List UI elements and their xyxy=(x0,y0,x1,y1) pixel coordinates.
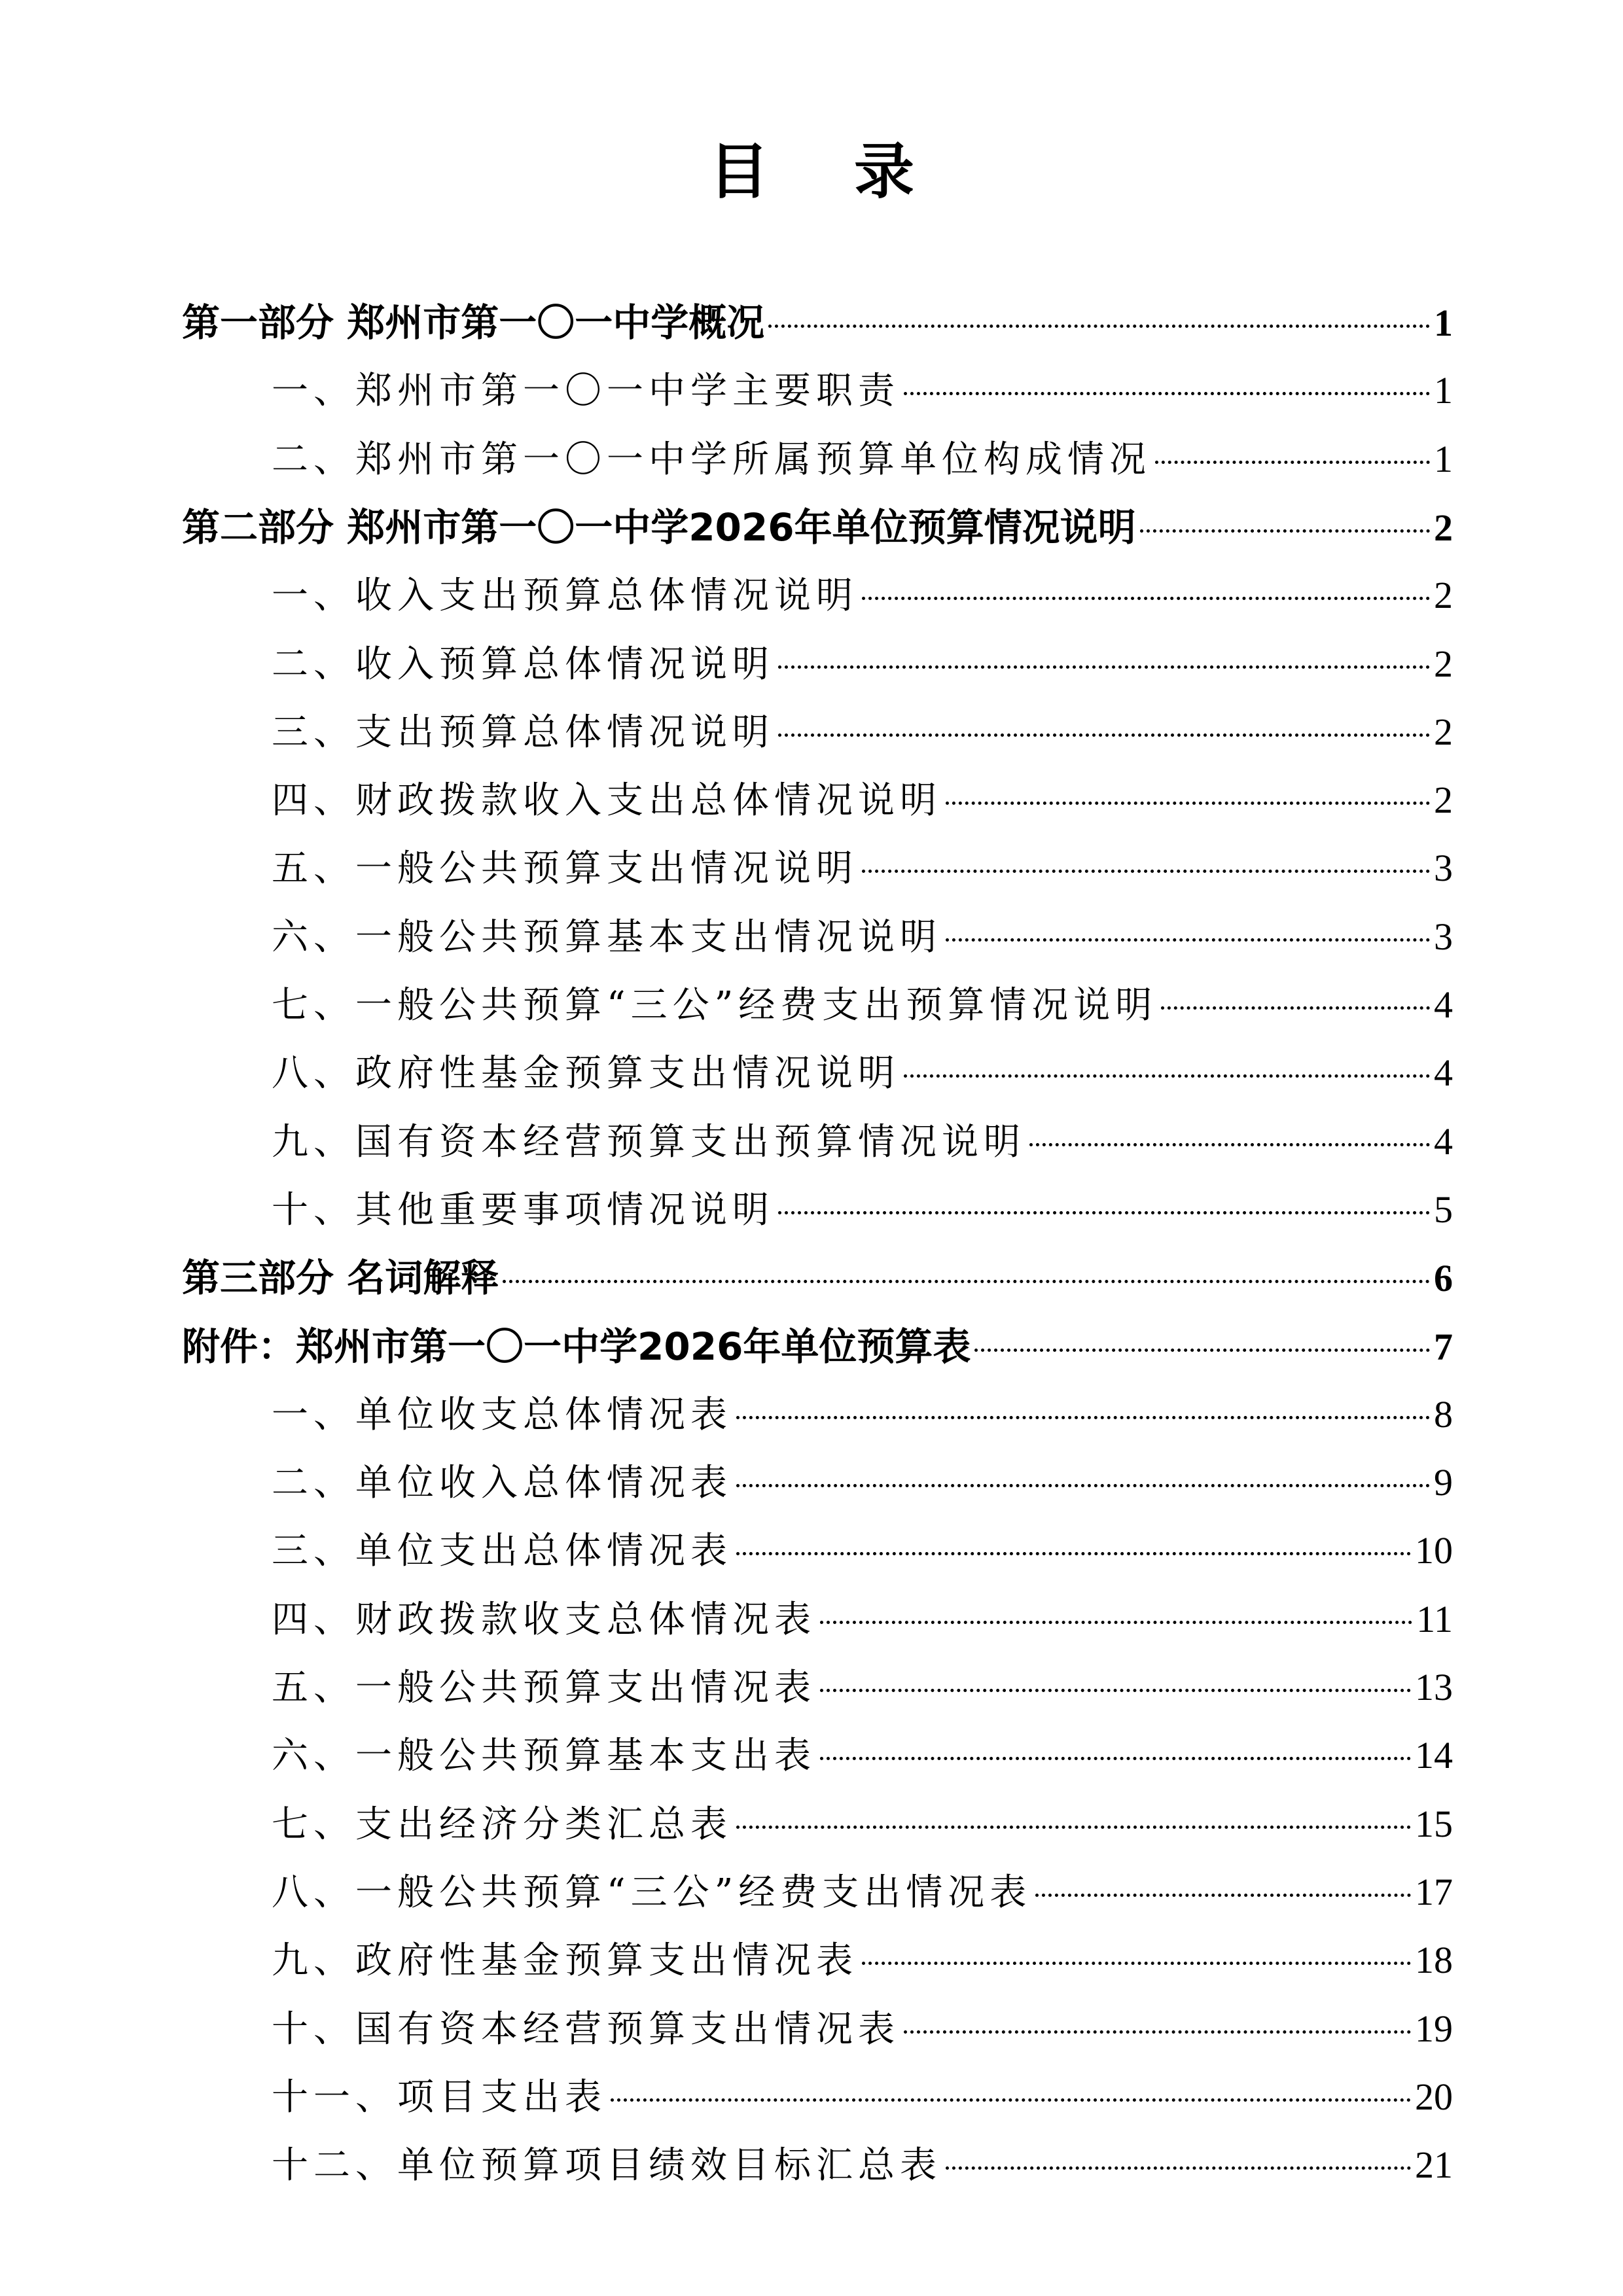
toc-dot-leader xyxy=(736,1484,1430,1487)
toc-page-number: 15 xyxy=(1415,1803,1453,1845)
toc-entry-label: 二、收入预算总体情况说明 xyxy=(272,643,774,686)
toc-page-number: 1 xyxy=(1434,369,1453,412)
toc-entry-label: 第一部分 郑州市第一〇一中学概况 xyxy=(182,300,765,345)
toc-dot-leader xyxy=(611,2098,1411,2102)
toc-entry-label: 十一、项目支出表 xyxy=(272,2076,607,2119)
toc-page-number: 9 xyxy=(1434,1461,1453,1504)
toc-dot-leader xyxy=(946,938,1430,942)
toc-dot-leader xyxy=(820,1689,1411,1692)
toc-dot-leader xyxy=(778,665,1430,669)
toc-dot-leader xyxy=(1161,1006,1430,1010)
toc-entry-label: 附件：郑州市第一〇一中学2026年单位预算表 xyxy=(182,1324,971,1369)
toc-entry-label: 六、一般公共预算基本支出情况说明 xyxy=(272,916,942,959)
toc-subsection-entry[interactable] xyxy=(272,1385,1453,1445)
toc-dot-leader xyxy=(946,802,1430,805)
toc-page-number: 14 xyxy=(1415,1734,1453,1776)
toc-subsection-entry[interactable] xyxy=(272,2135,1453,2195)
toc-dot-leader xyxy=(820,1621,1412,1624)
toc-page-number: 2 xyxy=(1434,574,1453,616)
toc-subsection-entry[interactable] xyxy=(272,975,1453,1035)
toc-subsection-entry[interactable] xyxy=(272,907,1453,967)
toc-entry-label: 六、一般公共预算基本支出表 xyxy=(272,1735,816,1777)
toc-entry-label: 九、国有资本经营预算支出预算情况说明 xyxy=(272,1121,1026,1163)
toc-entry-label: 九、政府性基金预算支出情况表 xyxy=(272,1939,858,1982)
toc-page-number: 4 xyxy=(1434,983,1453,1026)
toc-entry-label: 一、单位收支总体情况表 xyxy=(272,1394,732,1436)
toc-dot-leader xyxy=(736,1416,1430,1419)
toc-page-number: 5 xyxy=(1434,1188,1453,1231)
toc-subsection-entry[interactable] xyxy=(272,565,1453,626)
toc-subsection-entry[interactable] xyxy=(272,1725,1453,1786)
toc-page-number: 13 xyxy=(1415,1666,1453,1708)
toc-subsection-entry[interactable] xyxy=(272,838,1453,898)
toc-page-number: 3 xyxy=(1434,915,1453,958)
toc-subsection-entry[interactable] xyxy=(272,1112,1453,1172)
toc-subsection-entry[interactable] xyxy=(272,1930,1453,1990)
toc-section-entry[interactable] xyxy=(182,1316,1453,1377)
toc-subsection-entry[interactable] xyxy=(272,1521,1453,1581)
page-title-char-2: 录 xyxy=(854,137,915,207)
toc-dot-leader xyxy=(946,2166,1411,2170)
toc-page-number: 6 xyxy=(1434,1257,1453,1299)
toc-page-number: 7 xyxy=(1434,1326,1453,1368)
toc-page-number: 8 xyxy=(1434,1393,1453,1436)
toc-entry-label: 五、一般公共预算支出情况说明 xyxy=(272,847,858,890)
toc-dot-leader xyxy=(862,870,1430,873)
toc-dot-leader xyxy=(1035,1894,1411,1897)
toc-dot-leader xyxy=(778,1211,1430,1214)
toc-subsection-entry[interactable] xyxy=(272,2067,1453,2127)
toc-entry-label: 八、政府性基金预算支出情况说明 xyxy=(272,1052,900,1095)
toc-dot-leader xyxy=(820,1757,1411,1760)
toc-subsection-entry[interactable] xyxy=(272,1180,1453,1240)
toc-dot-leader xyxy=(904,392,1430,395)
toc-subsection-entry[interactable] xyxy=(272,1657,1453,1718)
toc-dot-leader xyxy=(904,2030,1411,2034)
toc-subsection-entry[interactable] xyxy=(272,634,1453,694)
toc-entry-label: 七、一般公共预算“三公”经费支出预算情况说明 xyxy=(272,984,1158,1027)
toc-entry-label: 一、收入支出预算总体情况说明 xyxy=(272,574,858,617)
toc-page-number: 10 xyxy=(1415,1529,1453,1572)
toc-dot-leader xyxy=(904,1074,1430,1078)
toc-entry-label: 第三部分 名词解释 xyxy=(182,1256,499,1300)
toc-dot-leader xyxy=(778,733,1430,737)
toc-subsection-entry[interactable] xyxy=(272,1589,1453,1650)
toc-subsection-entry[interactable] xyxy=(272,429,1453,489)
toc-subsection-entry[interactable] xyxy=(272,1999,1453,2059)
toc-entry-label: 二、单位收入总体情况表 xyxy=(272,1462,732,1504)
toc-page-number: 20 xyxy=(1415,2075,1453,2118)
toc-page-number: 4 xyxy=(1434,1051,1453,1094)
toc-subsection-entry[interactable] xyxy=(272,1862,1453,1922)
toc-page-number: 21 xyxy=(1415,2144,1453,2186)
toc-section-entry[interactable] xyxy=(182,497,1453,557)
toc-page-number: 18 xyxy=(1415,1939,1453,1981)
toc-page-number: 2 xyxy=(1434,643,1453,685)
toc-subsection-entry[interactable] xyxy=(272,361,1453,421)
toc-entry-label: 十、国有资本经营预算支出情况表 xyxy=(272,2008,900,2051)
toc-section-entry[interactable] xyxy=(182,1248,1453,1308)
toc-entry-label: 四、财政拨款收支总体情况表 xyxy=(272,1598,816,1641)
toc-dot-leader xyxy=(1029,1143,1430,1146)
toc-page-number: 3 xyxy=(1434,847,1453,889)
toc-page-number: 1 xyxy=(1434,438,1453,480)
toc-page-number: 19 xyxy=(1415,2007,1453,2050)
toc-dot-leader xyxy=(503,1280,1430,1283)
toc-dot-leader xyxy=(862,1962,1411,1965)
toc-subsection-entry[interactable] xyxy=(272,1794,1453,1854)
toc-entry-label: 十、其他重要事项情况说明 xyxy=(272,1189,774,1231)
toc-entry-label: 十二、单位预算项目绩效目标汇总表 xyxy=(272,2144,942,2187)
toc-entry-label: 四、财政拨款收入支出总体情况说明 xyxy=(272,779,942,822)
toc-subsection-entry[interactable] xyxy=(272,702,1453,762)
toc-page-number: 4 xyxy=(1434,1120,1453,1163)
toc-dot-leader xyxy=(736,1826,1411,1829)
toc-entry-label: 八、一般公共预算“三公”经费支出情况表 xyxy=(272,1871,1032,1914)
toc-page-number: 2 xyxy=(1434,506,1453,549)
toc-dot-leader xyxy=(1155,461,1430,464)
toc-page-number: 1 xyxy=(1434,302,1453,344)
toc-dot-leader xyxy=(974,1349,1430,1352)
toc-dot-leader xyxy=(736,1552,1411,1555)
toc-subsection-entry[interactable] xyxy=(272,770,1453,830)
toc-entry-label: 七、支出经济分类汇总表 xyxy=(272,1803,732,1846)
toc-page-number: 17 xyxy=(1415,1871,1453,1913)
toc-page-number: 2 xyxy=(1434,779,1453,821)
toc-dot-leader xyxy=(768,325,1430,328)
toc-entry-label: 三、支出预算总体情况说明 xyxy=(272,711,774,754)
toc-page-number: 11 xyxy=(1416,1598,1453,1640)
toc-dot-leader xyxy=(1140,529,1430,533)
toc-entry-label: 一、郑州市第一〇一中学主要职责 xyxy=(272,370,900,412)
toc-entry-label: 第二部分 郑州市第一〇一中学2026年单位预算情况说明 xyxy=(182,505,1136,550)
toc-entry-label: 二、郑州市第一〇一中学所属预算单位构成情况 xyxy=(272,438,1151,481)
toc-section-entry[interactable] xyxy=(182,292,1453,353)
toc-dot-leader xyxy=(862,597,1430,600)
toc-subsection-entry[interactable] xyxy=(272,1043,1453,1103)
toc-page-number: 2 xyxy=(1434,711,1453,753)
toc-entry-label: 五、一般公共预算支出情况表 xyxy=(272,1667,816,1709)
toc-entry-label: 三、单位支出总体情况表 xyxy=(272,1530,732,1572)
page-title-char-1: 目 xyxy=(708,137,769,207)
toc-subsection-entry[interactable] xyxy=(272,1453,1453,1513)
